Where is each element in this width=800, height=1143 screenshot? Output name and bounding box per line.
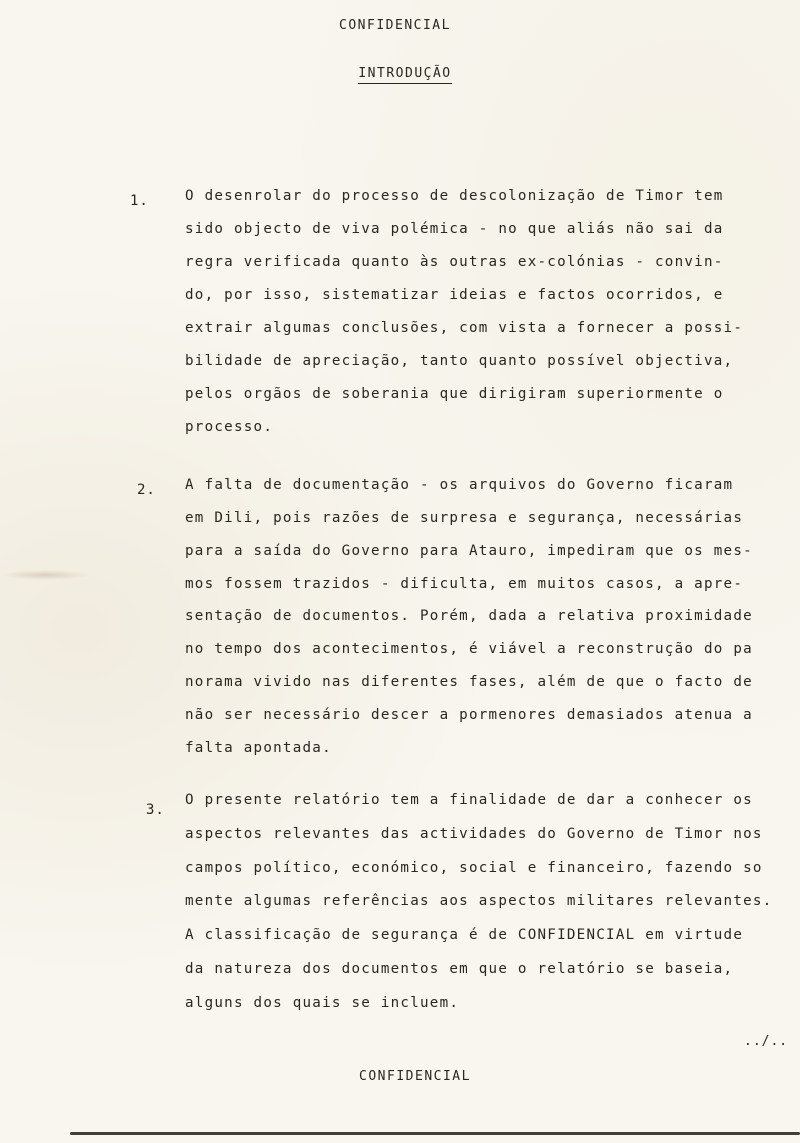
paragraph-line: para a saída do Governo para Atauro, impediram que os mes- bbox=[185, 543, 753, 559]
paragraph-line: regra verificada quanto às outras ex-colónias - convin- bbox=[185, 254, 724, 270]
paragraph-number: 2. bbox=[137, 482, 156, 498]
paragraph-line: alguns dos quais se incluem. bbox=[185, 995, 460, 1011]
footer-classification: CONFIDENCIAL bbox=[359, 1069, 471, 1084]
page-bottom-rule bbox=[70, 1132, 800, 1135]
paragraph-line: da natureza dos documentos em que o relatório se baseia, bbox=[185, 961, 734, 977]
paragraph-line: norama vivido nas diferentes fases, além de que o facto de bbox=[185, 674, 753, 690]
paragraph-line: campos político, económico, social e financeiro, fazendo so bbox=[185, 860, 763, 876]
paragraph-line: processo. bbox=[185, 419, 274, 435]
paragraph-line: não ser necessário descer a pormenores demasiados atenua a bbox=[185, 707, 753, 723]
paragraph-line: aspectos relevantes das actividades do Governo de Timor nos bbox=[185, 826, 763, 842]
paragraph-line: O presente relatório tem a finalidade de dar a conhecer os bbox=[185, 792, 753, 808]
paragraph-line: no tempo dos acontecimentos, é viável a reconstrução do pa bbox=[185, 641, 753, 657]
paragraph-line: pelos orgãos de soberania que dirigiram superiormente o bbox=[185, 386, 724, 402]
paragraph-line: bilidade de apreciação, tanto quanto possível objectiva, bbox=[185, 353, 734, 369]
paragraph-line: A falta de documentação - os arquivos do Governo ficaram bbox=[185, 477, 734, 493]
paragraph-line: extrair algumas conclusões, com vista a fornecer a possi- bbox=[185, 320, 744, 336]
paragraph-line: sentação de documentos. Porém, dada a relativa proximidade bbox=[185, 608, 753, 624]
header-classification: CONFIDENCIAL bbox=[339, 18, 451, 33]
paragraph-line: em Dili, pois razões de surpresa e segurança, necessárias bbox=[185, 510, 744, 526]
paragraph-line: falta apontada. bbox=[185, 740, 332, 756]
page-title bbox=[0, 66, 800, 81]
paragraph-number: 1. bbox=[130, 193, 149, 209]
continuation-mark: ../.. bbox=[744, 1034, 789, 1049]
title-text: INTRODUÇÃO bbox=[358, 66, 451, 84]
paragraph-line: sido objecto de viva polémica - no que aliás não sai da bbox=[185, 221, 724, 237]
paragraph-line: mente algumas referências aos aspectos militares relevantes. bbox=[185, 893, 773, 909]
paper-stain bbox=[0, 570, 90, 580]
paragraph-number: 3. bbox=[146, 802, 165, 818]
paragraph-line: O desenrolar do processo de descolonização de Timor tem bbox=[185, 188, 724, 204]
paragraph-line: A classificação de segurança é de CONFIDENCIAL em virtude bbox=[185, 927, 744, 943]
paragraph-line: mos fossem trazidos - dificulta, em muitos casos, a apre- bbox=[185, 576, 744, 592]
paragraph-line: do, por isso, sistematizar ideias e factos ocorridos, e bbox=[185, 287, 724, 303]
